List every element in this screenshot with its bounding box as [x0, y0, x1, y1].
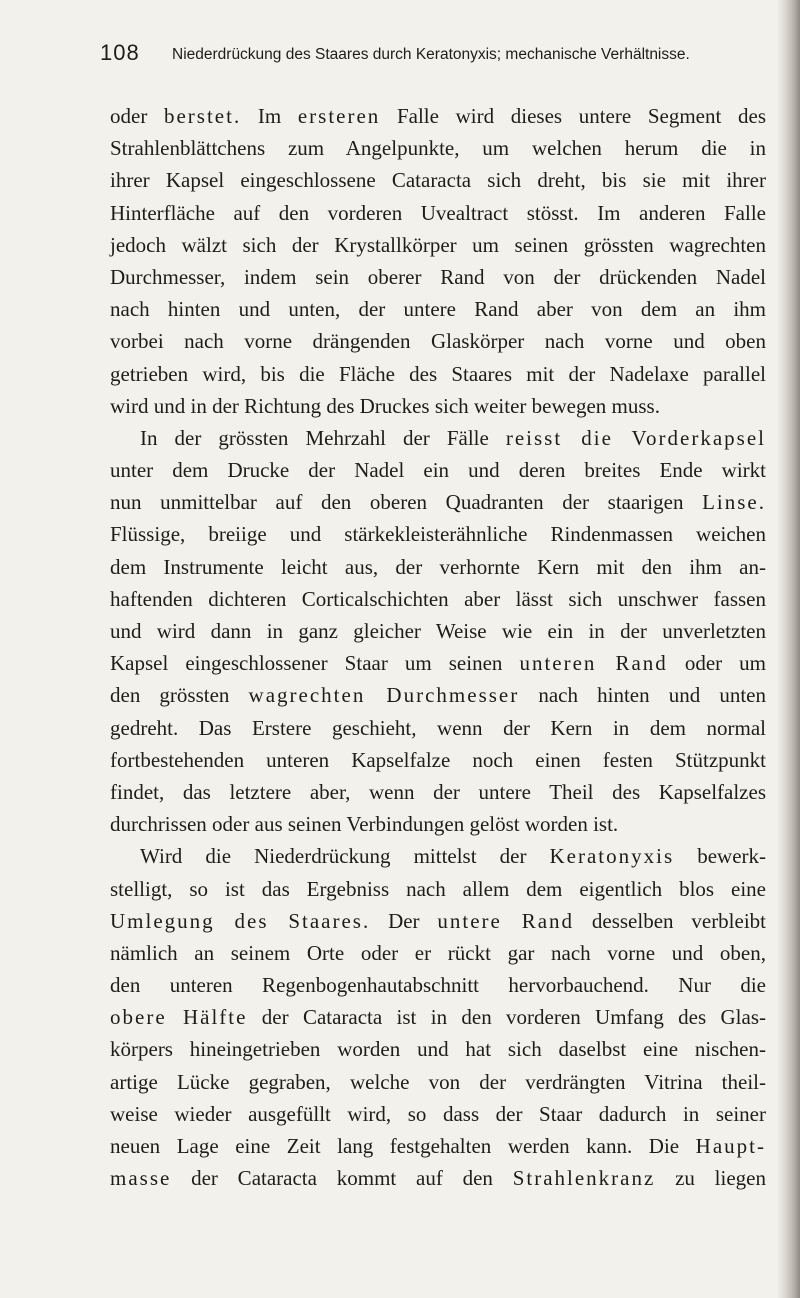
text-line [110, 1033, 766, 1065]
text-run: getrieben wird, bis die Fläche des Staares mit der Nadelaxe parallel [110, 361, 766, 386]
text-run: weise wieder ausgefüllt wird, so dass der Staar dadurch in seiner [110, 1101, 766, 1126]
text-run: Flüssige, breiige und stärkekleisterähnliche Rindenmassen weichen [110, 522, 766, 547]
text-line [110, 390, 766, 422]
spaced-emphasis-text: Strahlenkranz [512, 1166, 656, 1191]
text-run: Falle wird dieses untere Segment des [380, 104, 766, 128]
text-run: desselben verbleibt [574, 908, 767, 933]
text-line [110, 261, 766, 293]
text-line [110, 873, 766, 905]
text-run: Wird die Niederdrückung mittelst der [140, 844, 550, 869]
text-line [110, 969, 766, 1001]
text-line [110, 1130, 766, 1162]
text-run: fortbestehenden unteren Kapselfalze noch einen festen Stützpunkt [110, 747, 766, 772]
text-line [110, 551, 766, 583]
text-run: Hinterfläche auf den vorderen Uvealtract stösst. Im anderen Falle [110, 200, 766, 225]
text-line [110, 293, 766, 325]
text-line [110, 454, 766, 486]
text-line [110, 325, 766, 357]
text-run: artige Lücke gegraben, welche von der verdrängten Vitrina theil- [110, 1069, 766, 1094]
text-line [110, 229, 766, 261]
spaced-emphasis-text: masse [110, 1166, 172, 1191]
text-run: den grössten [110, 683, 249, 708]
spaced-emphasis-text: Umlegung des Staares. [110, 908, 371, 933]
text-line [110, 840, 766, 872]
text-run: nun unmittelbar auf den oberen Quadranten der staarigen [110, 490, 703, 515]
text-run: der Cataracta ist in den vorderen Umfang des Glas- [247, 1005, 766, 1030]
spaced-emphasis-text: ersteren [297, 104, 381, 128]
text-line [110, 518, 766, 550]
text-run: findet, das letztere aber, wenn der untere Theil des Kapselfalzes [110, 779, 766, 804]
spaced-emphasis-text: obere Hälfte [110, 1005, 248, 1030]
text-run: jedoch wälzt sich der Krystallkörper um seinen grössten wagrechten [110, 232, 766, 257]
text-line [110, 808, 766, 840]
text-run: körpers hineingetrieben worden und hat sich daselbst eine nischen- [110, 1037, 766, 1062]
text-line [110, 776, 766, 808]
running-head: Niederdrückung des Staares durch Keratonyxis; mechanische Verhältnisse. [172, 46, 690, 63]
text-line [110, 583, 766, 615]
text-run: nach hinten und unten, der untere Rand aber von dem an ihm [110, 297, 766, 322]
text-line [110, 905, 766, 937]
text-run: und wird dann in ganz gleicher Weise wie ein in der unverletzten [110, 619, 766, 643]
page-gutter-shadow [778, 0, 800, 1298]
text-line [110, 615, 766, 647]
text-run: In der grössten Mehrzahl der Fälle [140, 425, 506, 450]
text-line [110, 358, 766, 390]
spaced-emphasis-text: unteren Rand [519, 651, 668, 676]
spaced-emphasis-text: wagrechten Durchmesser [248, 683, 520, 708]
page-number: 108 [100, 40, 140, 65]
spaced-emphasis-text: Linse. [702, 490, 766, 515]
spaced-emphasis-text: Haupt- [695, 1134, 766, 1158]
text-line [110, 1162, 766, 1194]
text-run: Kapsel eingeschlossener Staar um seinen [110, 651, 520, 676]
text-run: nach hinten und unten [519, 683, 766, 708]
text-line [110, 422, 766, 454]
text-run: der Cataracta kommt auf den [171, 1166, 513, 1191]
text-line [110, 486, 766, 518]
text-run: dem Instrumente leicht aus, der verhornte Kern mit den ihm an- [110, 554, 766, 579]
page-header [100, 40, 740, 76]
text-line [110, 1066, 766, 1098]
text-run: gedreht. Das Erstere geschieht, wenn der Kern in dem normal [110, 715, 766, 740]
text-run: neuen Lage eine Zeit lang festgehalten werden kann. Die [110, 1134, 696, 1158]
text-run: bewerk- [674, 844, 767, 869]
text-line [110, 647, 766, 679]
text-line [110, 197, 766, 229]
text-run: zu liegen [655, 1166, 766, 1191]
text-run: ihrer Kapsel eingeschlossene Cataracta sich dreht, bis sie mit ihrer [110, 168, 766, 193]
spaced-emphasis-text: reisst die Vorderkapsel [505, 425, 766, 450]
text-line [110, 100, 766, 132]
text-run: Der [370, 908, 438, 933]
text-run: oder [110, 104, 164, 128]
text-run: Strahlenblättchens zum Angelpunkte, um welchen herum die in [110, 136, 766, 161]
text-run: vorbei nach vorne drängenden Glaskörper nach vorne und oben [110, 329, 766, 354]
text-line [110, 164, 766, 196]
text-run: nämlich an seinem Orte oder er rückt gar nach vorne und oben, [110, 940, 766, 965]
text-line [110, 1098, 766, 1130]
spaced-emphasis-text: untere Rand [437, 908, 575, 933]
text-line [110, 132, 766, 164]
text-line [110, 744, 766, 776]
text-run: wird und in der Richtung des Druckes sich weiter bewegen muss. [110, 393, 660, 418]
spaced-emphasis-text: Keratonyxis [549, 844, 675, 869]
spaced-emphasis-text: berstet. [163, 104, 242, 128]
text-run: den unteren Regenbogenhautabschnitt hervorbauchend. Nur die [110, 973, 766, 998]
text-line [110, 937, 766, 969]
text-run: durchrissen oder aus seinen Verbindungen gelöst worden ist. [110, 812, 619, 837]
text-run: unter dem Drucke der Nadel ein und deren breites Ende wirkt [110, 458, 766, 483]
text-line [110, 712, 766, 744]
text-run: stelligt, so ist das Ergebniss nach allem dem eigentlich blos eine [110, 876, 766, 901]
text-run: haftenden dichteren Corticalschichten aber lässt sich unschwer fassen [110, 586, 766, 611]
text-line [110, 1001, 766, 1033]
body-text [110, 100, 766, 1194]
text-run: oder um [667, 651, 767, 676]
text-line [110, 679, 766, 711]
text-run: Durchmesser, indem sein oberer Rand von der drückenden Nadel [110, 264, 766, 289]
text-run: Im [241, 104, 298, 128]
